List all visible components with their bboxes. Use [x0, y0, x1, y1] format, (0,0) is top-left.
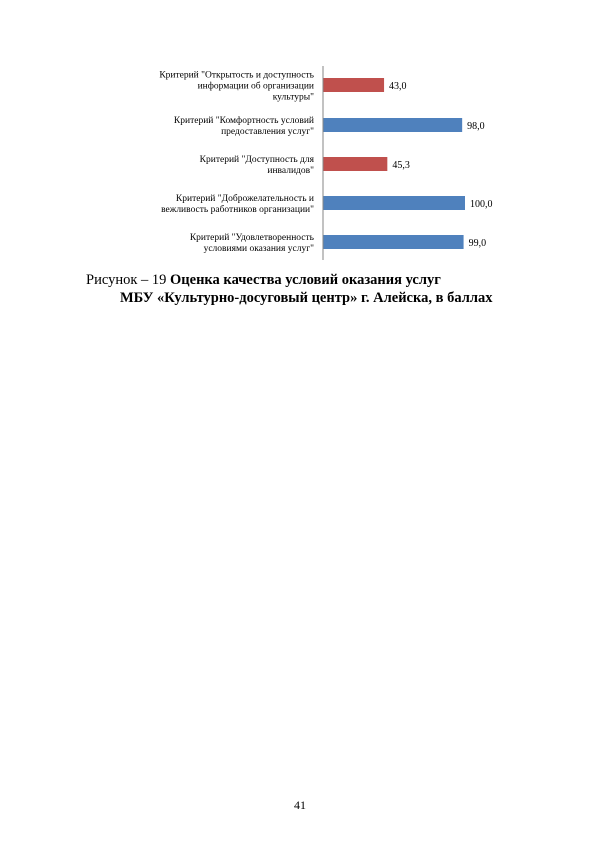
category-label: Критерий "Комфортность условий предоставления услуг" — [173, 116, 314, 137]
category-label: Критерий "Открытость и доступность информации об организации культуры" — [159, 70, 314, 103]
data-label: 45,3 — [392, 160, 410, 171]
figure-caption — [0, 271, 600, 307]
bar — [323, 78, 384, 92]
bar — [323, 196, 465, 210]
bar — [323, 235, 464, 249]
category-label: Критерий "Доброжелательность и вежливость работников организации" — [161, 194, 314, 215]
data-label: 100,0 — [470, 199, 493, 210]
category-label: Критерий "Доступность для инвалидов" — [199, 155, 314, 176]
data-label: 98,0 — [467, 121, 485, 132]
bar — [323, 157, 387, 171]
caption-title-line1: Оценка качества условий оказания услуг — [170, 272, 441, 288]
bar-chart — [0, 0, 600, 270]
page-number: 41 — [294, 798, 306, 812]
category-label: Критерий "Удовлетворенность условиями оказания услуг" — [189, 233, 314, 254]
data-label: 43,0 — [389, 81, 407, 92]
caption-prefix: Рисунок – 19 — [86, 272, 170, 288]
bar — [323, 118, 462, 132]
caption-title-line2: МБУ «Культурно-досуговый центр» г. Алейска, в баллах — [120, 290, 493, 306]
data-label: 99,0 — [468, 238, 487, 249]
